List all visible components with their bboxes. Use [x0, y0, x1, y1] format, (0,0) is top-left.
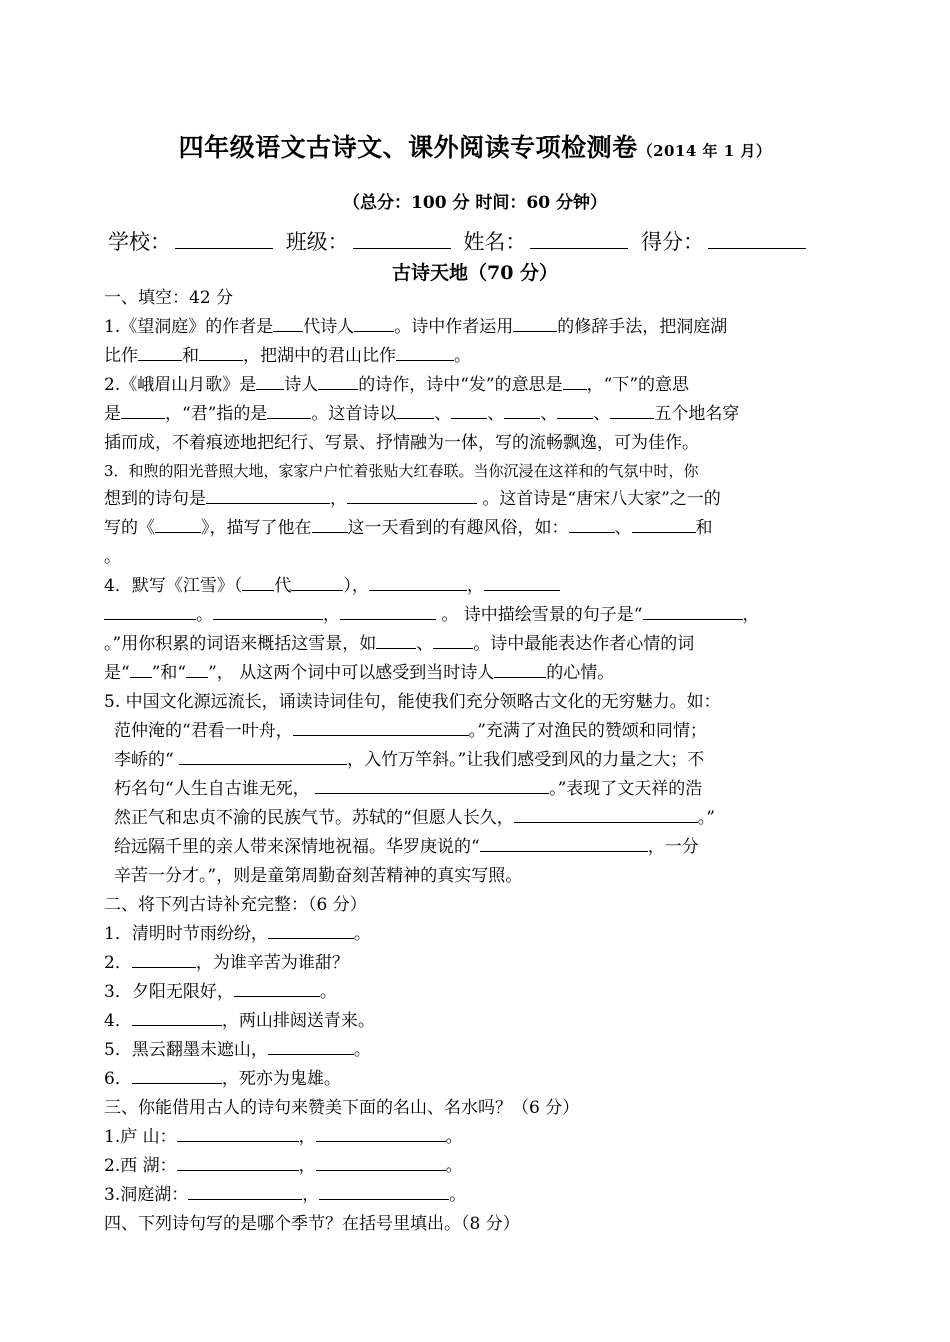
answer-blank[interactable] — [130, 660, 152, 678]
answer-blank[interactable] — [132, 1066, 222, 1084]
part1-heading: 一、填空：42 分 — [104, 288, 234, 308]
exam-subtitle: （总分：100 分 时间：60 分钟） — [343, 193, 607, 213]
answer-blank[interactable] — [369, 573, 467, 591]
q2-line2: 是 ，“君”指的是 。这首诗以 、 、 、 、 五个地名穿 — [104, 400, 844, 429]
answer-blank[interactable] — [104, 602, 196, 620]
answer-blank[interactable] — [315, 776, 549, 794]
part2-item: 3．夕阳无限好， 。 — [104, 978, 844, 1007]
answer-blank[interactable] — [514, 805, 698, 823]
answer-blank[interactable] — [155, 515, 201, 533]
q5-line5: 然正气和忠贞不渝的民族气节。苏轼的“但愿人长久， 。” — [114, 804, 854, 833]
answer-blank[interactable] — [291, 573, 343, 591]
part3-item: 2.西 湖： ， 。 — [104, 1152, 844, 1181]
answer-blank[interactable] — [268, 921, 354, 939]
q3-line2: 想到的诗句是 ， 。这首诗是“唐宋八大家”之一的 — [104, 485, 844, 514]
answer-blank[interactable] — [293, 718, 469, 736]
class-label: 班级： — [285, 230, 349, 254]
q2-line1: 2.《峨眉山月歌》是 诗人 的诗作，诗中“发”的意思是 ，“下”的意思 — [104, 371, 844, 400]
q5-line3: 李峤的“ ，入竹万竿斜。”让我们感受到风的力量之大；不 — [114, 746, 854, 775]
q1-line1: 1.《望洞庭》的作者是 代诗人 。诗中作者运用 的修辞手法，把洞庭湖 — [104, 313, 844, 342]
answer-blank[interactable] — [138, 343, 182, 361]
answer-blank[interactable] — [213, 602, 323, 620]
answer-blank[interactable] — [376, 631, 416, 649]
q5-line2: 范仲淹的“君看一叶舟， 。”充满了对渔民的赞颂和同情； — [114, 717, 854, 746]
part2-item: 1．清明时节雨纷纷， 。 — [104, 920, 844, 949]
q1-line2: 比作 和 ，把湖中的君山比作 。 — [104, 342, 844, 371]
part3-heading: 三、你能借用古人的诗句来赞美下面的名山、名水吗？（6 分） — [104, 1098, 580, 1118]
answer-blank[interactable] — [632, 515, 696, 533]
answer-blank[interactable] — [316, 1153, 446, 1171]
answer-blank[interactable] — [316, 1124, 446, 1142]
class-blank[interactable] — [353, 226, 451, 249]
answer-blank[interactable] — [557, 401, 593, 419]
answer-blank[interactable] — [504, 401, 540, 419]
answer-blank[interactable] — [312, 515, 348, 533]
part3-item: 3.洞庭湖： ， 。 — [104, 1181, 844, 1210]
q3-line4: 。 — [104, 547, 121, 567]
name-label: 姓名： — [463, 230, 527, 254]
answer-blank[interactable] — [340, 602, 436, 620]
q3-line1: 3．和煦的阳光普照大地，家家户户忙着张贴大红春联。当你沉浸在这祥和的气氛中时，你 — [104, 462, 699, 480]
answer-blank[interactable] — [177, 1124, 299, 1142]
q4-line4: 是“ ”和“ ”， 从这两个词中可以感受到当时诗人 的心情。 — [104, 659, 844, 688]
answer-blank[interactable] — [188, 1182, 302, 1200]
part2-item: 2． ，为谁辛苦为谁甜？ — [104, 949, 844, 978]
answer-blank[interactable] — [484, 573, 560, 591]
answer-blank[interactable] — [319, 1182, 449, 1200]
q4-line3: 。”用你积累的词语来概括这雪景，如 、 。诗中最能表达作者心情的词 — [104, 630, 844, 659]
page-title — [0, 128, 950, 164]
q5-line4: 朽名句“人生自古谁无死， 。”表现了文天祥的浩 — [114, 775, 854, 804]
answer-blank[interactable] — [234, 979, 320, 997]
answer-blank[interactable] — [513, 314, 557, 332]
part4-heading: 四、下列诗句写的是哪个季节？在括号里填出。（8 分） — [104, 1214, 520, 1234]
name-blank[interactable] — [530, 226, 628, 249]
q5-line1: 5. 中国文化源远流长，诵读诗词佳句，能使我们充分领略古文化的无穷魅力。如： — [104, 692, 721, 712]
school-label: 学校： — [108, 230, 171, 254]
part2-item: 4． ，两山排闼送青来。 — [104, 1007, 844, 1036]
q4-line2: 。 ， 。 诗中描绘雪景的句子是“ ， — [104, 601, 844, 630]
q3-line3: 写的《 》，描写了他在 这一天看到的有趣风俗，如： 、 和 — [104, 514, 844, 543]
answer-blank[interactable] — [186, 660, 208, 678]
q2-line3: 插而成，不着痕迹地把纪行、写景、抒情融为一体，写的流畅飘逸，可为佳作。 — [104, 433, 699, 453]
answer-blank[interactable] — [396, 401, 434, 419]
title-date: （2014 年 1 月） — [637, 142, 772, 160]
part3-item: 1.庐 山： ， 。 — [104, 1123, 844, 1152]
part2-heading: 二、将下列古诗补充完整：（6 分） — [104, 895, 367, 915]
answer-blank[interactable] — [451, 401, 487, 419]
answer-blank[interactable] — [199, 343, 243, 361]
answer-blank[interactable] — [132, 950, 196, 968]
answer-blank[interactable] — [347, 486, 477, 504]
answer-blank[interactable] — [121, 401, 165, 419]
answer-blank[interactable] — [177, 1153, 299, 1171]
answer-blank[interactable] — [494, 660, 546, 678]
school-blank[interactable] — [175, 226, 273, 249]
section-title: 古诗天地（70 分） — [391, 262, 559, 284]
answer-blank[interactable] — [610, 401, 654, 419]
answer-blank[interactable] — [396, 343, 454, 361]
answer-blank[interactable] — [242, 573, 274, 591]
score-blank[interactable] — [708, 226, 806, 249]
answer-blank[interactable] — [480, 834, 648, 852]
answer-blank[interactable] — [354, 314, 394, 332]
answer-blank[interactable] — [179, 747, 347, 765]
answer-blank[interactable] — [206, 486, 330, 504]
answer-blank[interactable] — [273, 314, 303, 332]
q5-line6: 给远隔千里的亲人带来深情地祝福。华罗庚说的“ ，一分 — [114, 833, 854, 862]
answer-blank[interactable] — [268, 1037, 354, 1055]
part2-item: 5．黑云翻墨未遮山， 。 — [104, 1036, 844, 1065]
answer-blank[interactable] — [563, 372, 587, 390]
answer-blank[interactable] — [433, 631, 473, 649]
answer-blank[interactable] — [267, 401, 311, 419]
title-text: 四年级语文古诗文、课外阅读专项检测卷 — [178, 133, 638, 162]
score-label: 得分： — [641, 230, 705, 254]
answer-blank[interactable] — [643, 602, 743, 620]
student-info-row — [108, 226, 848, 256]
answer-blank[interactable] — [256, 372, 284, 390]
answer-blank[interactable] — [132, 1008, 222, 1026]
q4-line1: 4．默写《江雪》（ 代 ）， ， — [104, 572, 844, 601]
q5-line7: 辛苦一分才。”，则是童第周勤奋刻苦精神的真实写照。 — [114, 866, 523, 886]
answer-blank[interactable] — [569, 515, 615, 533]
answer-blank[interactable] — [318, 372, 358, 390]
part2-item: 6． ，死亦为鬼雄。 — [104, 1065, 844, 1094]
